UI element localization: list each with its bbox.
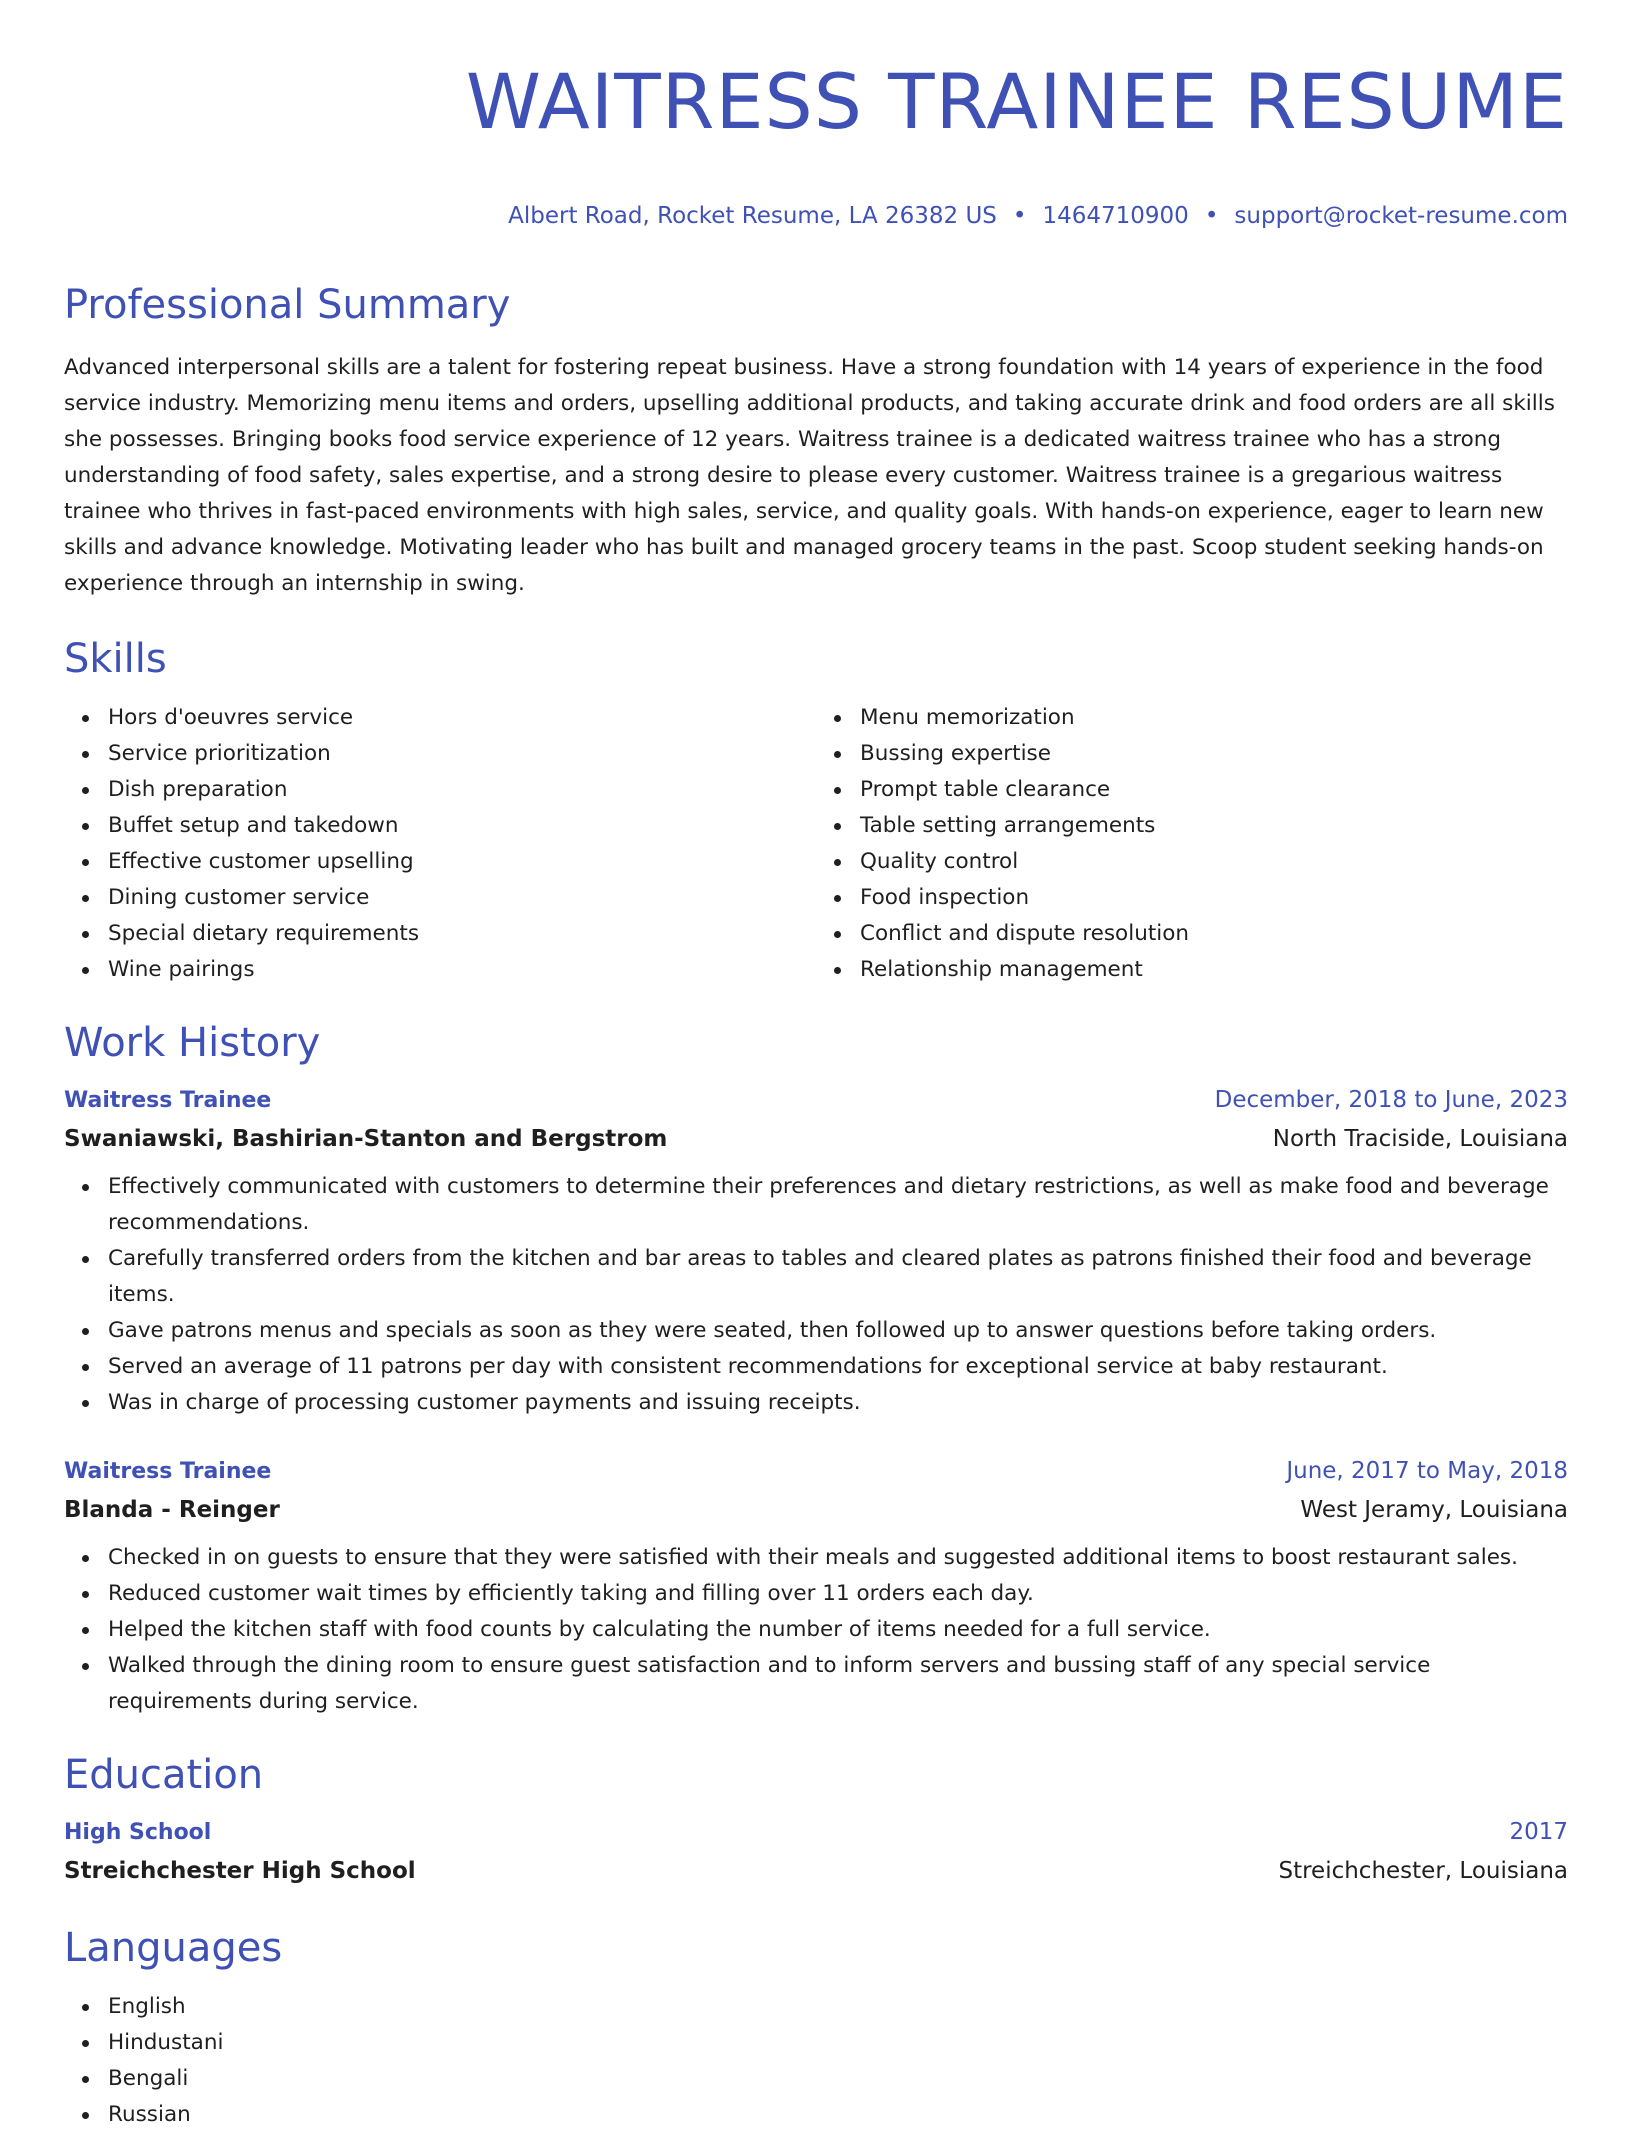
skill-item: Table setting arrangements <box>860 808 1568 844</box>
skill-item: Conflict and dispute resolution <box>860 916 1568 952</box>
skill-item: Effective customer upselling <box>108 844 816 880</box>
skill-item: Food inspection <box>860 880 1568 916</box>
job-company: Swaniawski, Bashirian-Stanton and Bergstrom <box>64 1126 668 1152</box>
job-bullet: Reduced customer wait times by efficiently taking and filling over 11 orders each day. <box>108 1576 1568 1612</box>
contact-separator: • <box>1204 203 1219 229</box>
job-bullets <box>64 1169 1568 1421</box>
language-item: English <box>108 1989 1568 2025</box>
job-bullet: Helped the kitchen staff with food counts by calculating the number of items needed for a full service. <box>108 1612 1568 1648</box>
skills-columns <box>64 700 1568 988</box>
contact-address: Albert Road, Rocket Resume, LA 26382 US <box>508 203 997 229</box>
job-company: Blanda - Reinger <box>64 1497 280 1523</box>
skill-item: Relationship management <box>860 952 1568 988</box>
job-bullet: Served an average of 11 patrons per day with consistent recommendations for exceptional service at baby restaurant. <box>108 1349 1568 1385</box>
education-entry <box>64 1814 1568 1891</box>
job-location: West Jeramy, Louisiana <box>1300 1497 1568 1523</box>
skills-list-left <box>64 700 816 988</box>
contact-phone: 1464710900 <box>1042 203 1189 229</box>
job-bullet: Was in charge of processing customer payments and issuing receipts. <box>108 1385 1568 1421</box>
education-year: 2017 <box>1509 1819 1568 1845</box>
skill-item: Prompt table clearance <box>860 772 1568 808</box>
section-title-languages: Languages <box>64 1925 283 1971</box>
skill-item: Menu memorization <box>860 700 1568 736</box>
language-item: Russian <box>108 2097 1568 2133</box>
section-title-work-history: Work History <box>64 1020 321 1066</box>
job-entry <box>64 1082 1568 1421</box>
job-bullet: Gave patrons menus and specials as soon as they were seated, then followed up to answer questions before taking orders. <box>108 1313 1568 1349</box>
job-bullet: Checked in on guests to ensure that they were satisfied with their meals and suggested additional items to boost restaurant sales. <box>108 1540 1568 1576</box>
section-title-summary: Professional Summary <box>64 282 511 328</box>
skill-item: Service prioritization <box>108 736 816 772</box>
skill-item: Dish preparation <box>108 772 816 808</box>
section-title-skills: Skills <box>64 636 167 682</box>
skill-item: Buffet setup and takedown <box>108 808 816 844</box>
summary-text: Advanced interpersonal skills are a talent for fostering repeat business. Have a strong foundation with 14 years of experience in the food service industry. Memorizing menu items and orders, upselling additional products, and taking accurate drink and food orders are all skills she possesses. Bringing books food service experience of 12 years. Waitress trainee is a dedicated waitress trainee who has a strong understanding of food safety, sales expertise, and a strong desire to please every customer. Waitress trainee is a gregarious waitress trainee who thrives in fast-paced environments with high sales, service, and quality goals. With hands-on experience, eager to learn new skills and advance knowledge. Motivating leader who has built and managed grocery teams in the past. Scoop student seeking hands-on experience through an internship in swing. <box>64 355 1555 596</box>
education-location: Streichchester, Louisiana <box>1278 1858 1568 1884</box>
job-dates: June, 2017 to May, 2018 <box>1286 1458 1568 1484</box>
skill-item: Wine pairings <box>108 952 816 988</box>
education-school: Streichchester High School <box>64 1858 416 1884</box>
skill-item: Hors d'oeuvres service <box>108 700 816 736</box>
skills-list-right <box>816 700 1568 988</box>
language-item: Hindustani <box>108 2025 1568 2061</box>
contact-separator: • <box>1012 203 1027 229</box>
job-bullet: Walked through the dining room to ensure guest satisfaction and to inform servers and bussing staff of any special service requirements during service. <box>108 1648 1568 1720</box>
job-title: Waitress Trainee <box>64 1459 272 1484</box>
job-bullet: Carefully transferred orders from the kitchen and bar areas to tables and cleared plates as patrons finished their food and beverage items. <box>108 1241 1568 1313</box>
skill-item: Bussing expertise <box>860 736 1568 772</box>
language-item: Bengali <box>108 2061 1568 2097</box>
education-degree: High School <box>64 1820 212 1845</box>
job-title: Waitress Trainee <box>64 1088 272 1113</box>
job-location: North Traciside, Louisiana <box>1272 1126 1568 1152</box>
section-title-education: Education <box>64 1752 264 1798</box>
contact-line <box>64 200 1568 232</box>
contact-email[interactable]: support@rocket-resume.com <box>1234 203 1568 229</box>
job-dates: December, 2018 to June, 2023 <box>1214 1087 1568 1113</box>
skill-item: Special dietary requirements <box>108 916 816 952</box>
job-bullet: Effectively communicated with customers to determine their preferences and dietary restrictions, as well as make food and beverage recommendations. <box>108 1169 1568 1241</box>
resume-title: WAITRESS TRAINEE RESUME <box>465 57 1568 146</box>
job-bullets <box>64 1540 1568 1720</box>
languages-list <box>64 1989 1568 2133</box>
skill-item: Quality control <box>860 844 1568 880</box>
skill-item: Dining customer service <box>108 880 816 916</box>
job-entry <box>64 1453 1568 1720</box>
